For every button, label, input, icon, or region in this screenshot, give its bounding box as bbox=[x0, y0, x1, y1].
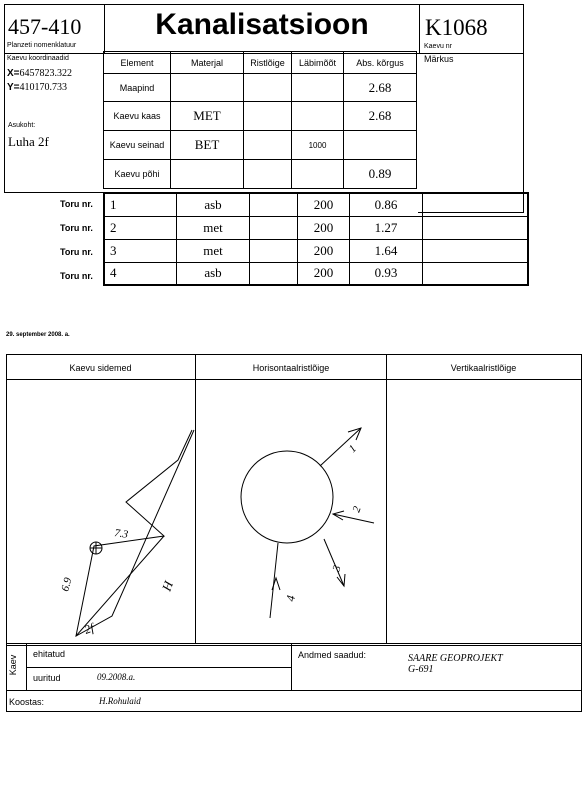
panel-title-vertical: Vertikaalristlõige bbox=[450, 363, 517, 373]
well-side-label: Kaev bbox=[8, 654, 18, 676]
sketch-label: 6.9 bbox=[59, 576, 75, 593]
pipe-notes bbox=[423, 262, 529, 285]
x-label: X= bbox=[7, 68, 20, 79]
built-label: ehitatud bbox=[33, 649, 66, 659]
col-header-material: Materjal bbox=[171, 52, 244, 74]
pipe-cross bbox=[250, 262, 298, 285]
pipe-nr: 2 bbox=[104, 216, 177, 239]
row-element: Kaevu põhi bbox=[104, 160, 171, 189]
table-row bbox=[104, 160, 417, 189]
row-material bbox=[171, 160, 244, 189]
well-caption: Kaevu nr bbox=[424, 43, 453, 50]
date-line: 29. september 2008. a. bbox=[6, 332, 70, 338]
table-row bbox=[104, 216, 528, 239]
coords-caption: Kaevu koordinaadid bbox=[7, 55, 69, 62]
row-diameter bbox=[292, 74, 344, 102]
pipe-number-label: 2 bbox=[350, 504, 364, 515]
address: Luha 2f bbox=[8, 134, 49, 149]
sketch-outline bbox=[76, 430, 194, 636]
source-code: G-691 bbox=[408, 664, 434, 675]
col-header-diameter: Läbimõõt bbox=[292, 52, 344, 74]
row-diameter: 1000 bbox=[292, 131, 344, 160]
pipe-notes bbox=[423, 216, 529, 239]
plan-number: 457-410 bbox=[8, 14, 82, 39]
header-title-box bbox=[104, 4, 420, 54]
row-element: Kaevu seinad bbox=[104, 131, 171, 160]
measured-value: 09.2008.a. bbox=[97, 672, 136, 682]
pipe-label: Toru nr. bbox=[60, 271, 93, 281]
row-cross bbox=[244, 102, 292, 131]
header-plan-box bbox=[4, 4, 105, 54]
pipe-abs: 0.86 bbox=[350, 193, 423, 216]
y-value: 410170.733 bbox=[19, 82, 68, 93]
well-id: K1068 bbox=[425, 15, 488, 40]
footer-divider bbox=[291, 643, 292, 690]
pipe-diameter: 200 bbox=[298, 216, 350, 239]
row-abs bbox=[344, 131, 417, 160]
measured-label: uuritud bbox=[33, 673, 61, 683]
pipe-label: Toru nr. bbox=[60, 223, 93, 233]
pipe-number-label: 3 bbox=[330, 563, 344, 574]
compiler-value: H.Rohulaid bbox=[99, 696, 141, 706]
sketch-label: 2f bbox=[82, 620, 96, 637]
pipe-notes bbox=[423, 193, 529, 216]
table-row bbox=[104, 239, 528, 262]
footer-divider bbox=[6, 690, 581, 691]
row-abs: 2.68 bbox=[344, 102, 417, 131]
table-row bbox=[104, 131, 417, 160]
pipe-cross bbox=[250, 239, 298, 262]
pipe-cross bbox=[250, 216, 298, 239]
pipe-arrow bbox=[333, 514, 374, 523]
connections-sketch bbox=[40, 420, 200, 645]
pipe-number-label: 1 bbox=[346, 442, 360, 456]
table-row bbox=[104, 193, 528, 216]
row-cross bbox=[244, 131, 292, 160]
row-material: MET bbox=[171, 102, 244, 131]
well-table bbox=[103, 51, 417, 189]
x-value: 6457823.322 bbox=[19, 68, 73, 79]
panel-title-connections: Kaevu sidemed bbox=[69, 363, 132, 373]
table-row bbox=[104, 102, 417, 131]
pipe-diameter: 200 bbox=[298, 193, 350, 216]
well-circle bbox=[241, 451, 333, 543]
pipe-arrow bbox=[324, 539, 344, 586]
footer-divider bbox=[26, 667, 291, 668]
pipe-nr: 3 bbox=[104, 239, 177, 262]
notes-box bbox=[418, 52, 524, 213]
row-material bbox=[171, 74, 244, 102]
x-coordinate bbox=[7, 68, 72, 79]
col-header-element: Element bbox=[104, 52, 171, 74]
pipe-nr: 4 bbox=[104, 262, 177, 285]
sketch-label: H bbox=[158, 579, 177, 594]
pipe-material: met bbox=[177, 239, 250, 262]
pipe-diameter: 200 bbox=[298, 239, 350, 262]
address-caption: Asukoht: bbox=[8, 122, 36, 129]
source-label: Andmed saadud: bbox=[298, 650, 367, 660]
pipe-material: asb bbox=[177, 193, 250, 216]
row-cross bbox=[244, 74, 292, 102]
location-box bbox=[4, 52, 105, 193]
row-element: Kaevu kaas bbox=[104, 102, 171, 131]
y-coordinate bbox=[7, 82, 67, 93]
drawings-divider bbox=[386, 354, 387, 644]
pipe-abs: 0.93 bbox=[350, 262, 423, 285]
pipe-table bbox=[103, 192, 529, 286]
page-title: Kanalisatsioon bbox=[155, 8, 369, 41]
pipe-diameter: 200 bbox=[298, 262, 350, 285]
pipe-cross bbox=[250, 193, 298, 216]
panel-title-horizontal: Horisontaalristlõige bbox=[252, 363, 330, 373]
horizontal-section-sketch bbox=[196, 380, 386, 644]
pipe-arrow bbox=[320, 428, 361, 466]
table-row bbox=[104, 74, 417, 102]
col-header-abs: Abs. kõrgus bbox=[344, 52, 417, 74]
pipe-abs: 1.64 bbox=[350, 239, 423, 262]
pipe-label: Toru nr. bbox=[60, 199, 93, 209]
row-element: Maapind bbox=[104, 74, 171, 102]
pipe-number-label: 4 bbox=[283, 594, 298, 603]
pipe-abs: 1.27 bbox=[350, 216, 423, 239]
notes-header: Märkus bbox=[424, 54, 454, 64]
col-header-cross: Ristlõige bbox=[244, 52, 292, 74]
compiler-label: Koostas: bbox=[9, 697, 45, 707]
pipe-label: Toru nr. bbox=[60, 247, 93, 257]
plan-caption: Planzeti nomenklatuur bbox=[7, 42, 77, 49]
table-row bbox=[104, 262, 528, 285]
row-diameter bbox=[292, 160, 344, 189]
row-diameter bbox=[292, 102, 344, 131]
pipe-material: met bbox=[177, 216, 250, 239]
header-well-box bbox=[419, 4, 524, 54]
pipe-notes bbox=[423, 239, 529, 262]
y-label: Y= bbox=[7, 82, 20, 93]
row-cross bbox=[244, 160, 292, 189]
row-abs: 2.68 bbox=[344, 74, 417, 102]
sketch-label: 7.3 bbox=[113, 527, 129, 541]
table-header-row bbox=[104, 52, 417, 74]
row-abs: 0.89 bbox=[344, 160, 417, 189]
row-material: BET bbox=[171, 131, 244, 160]
pipe-nr: 1 bbox=[104, 193, 177, 216]
source-company: SAARE GEOPROJEKT bbox=[408, 653, 503, 664]
pipe-material: asb bbox=[177, 262, 250, 285]
